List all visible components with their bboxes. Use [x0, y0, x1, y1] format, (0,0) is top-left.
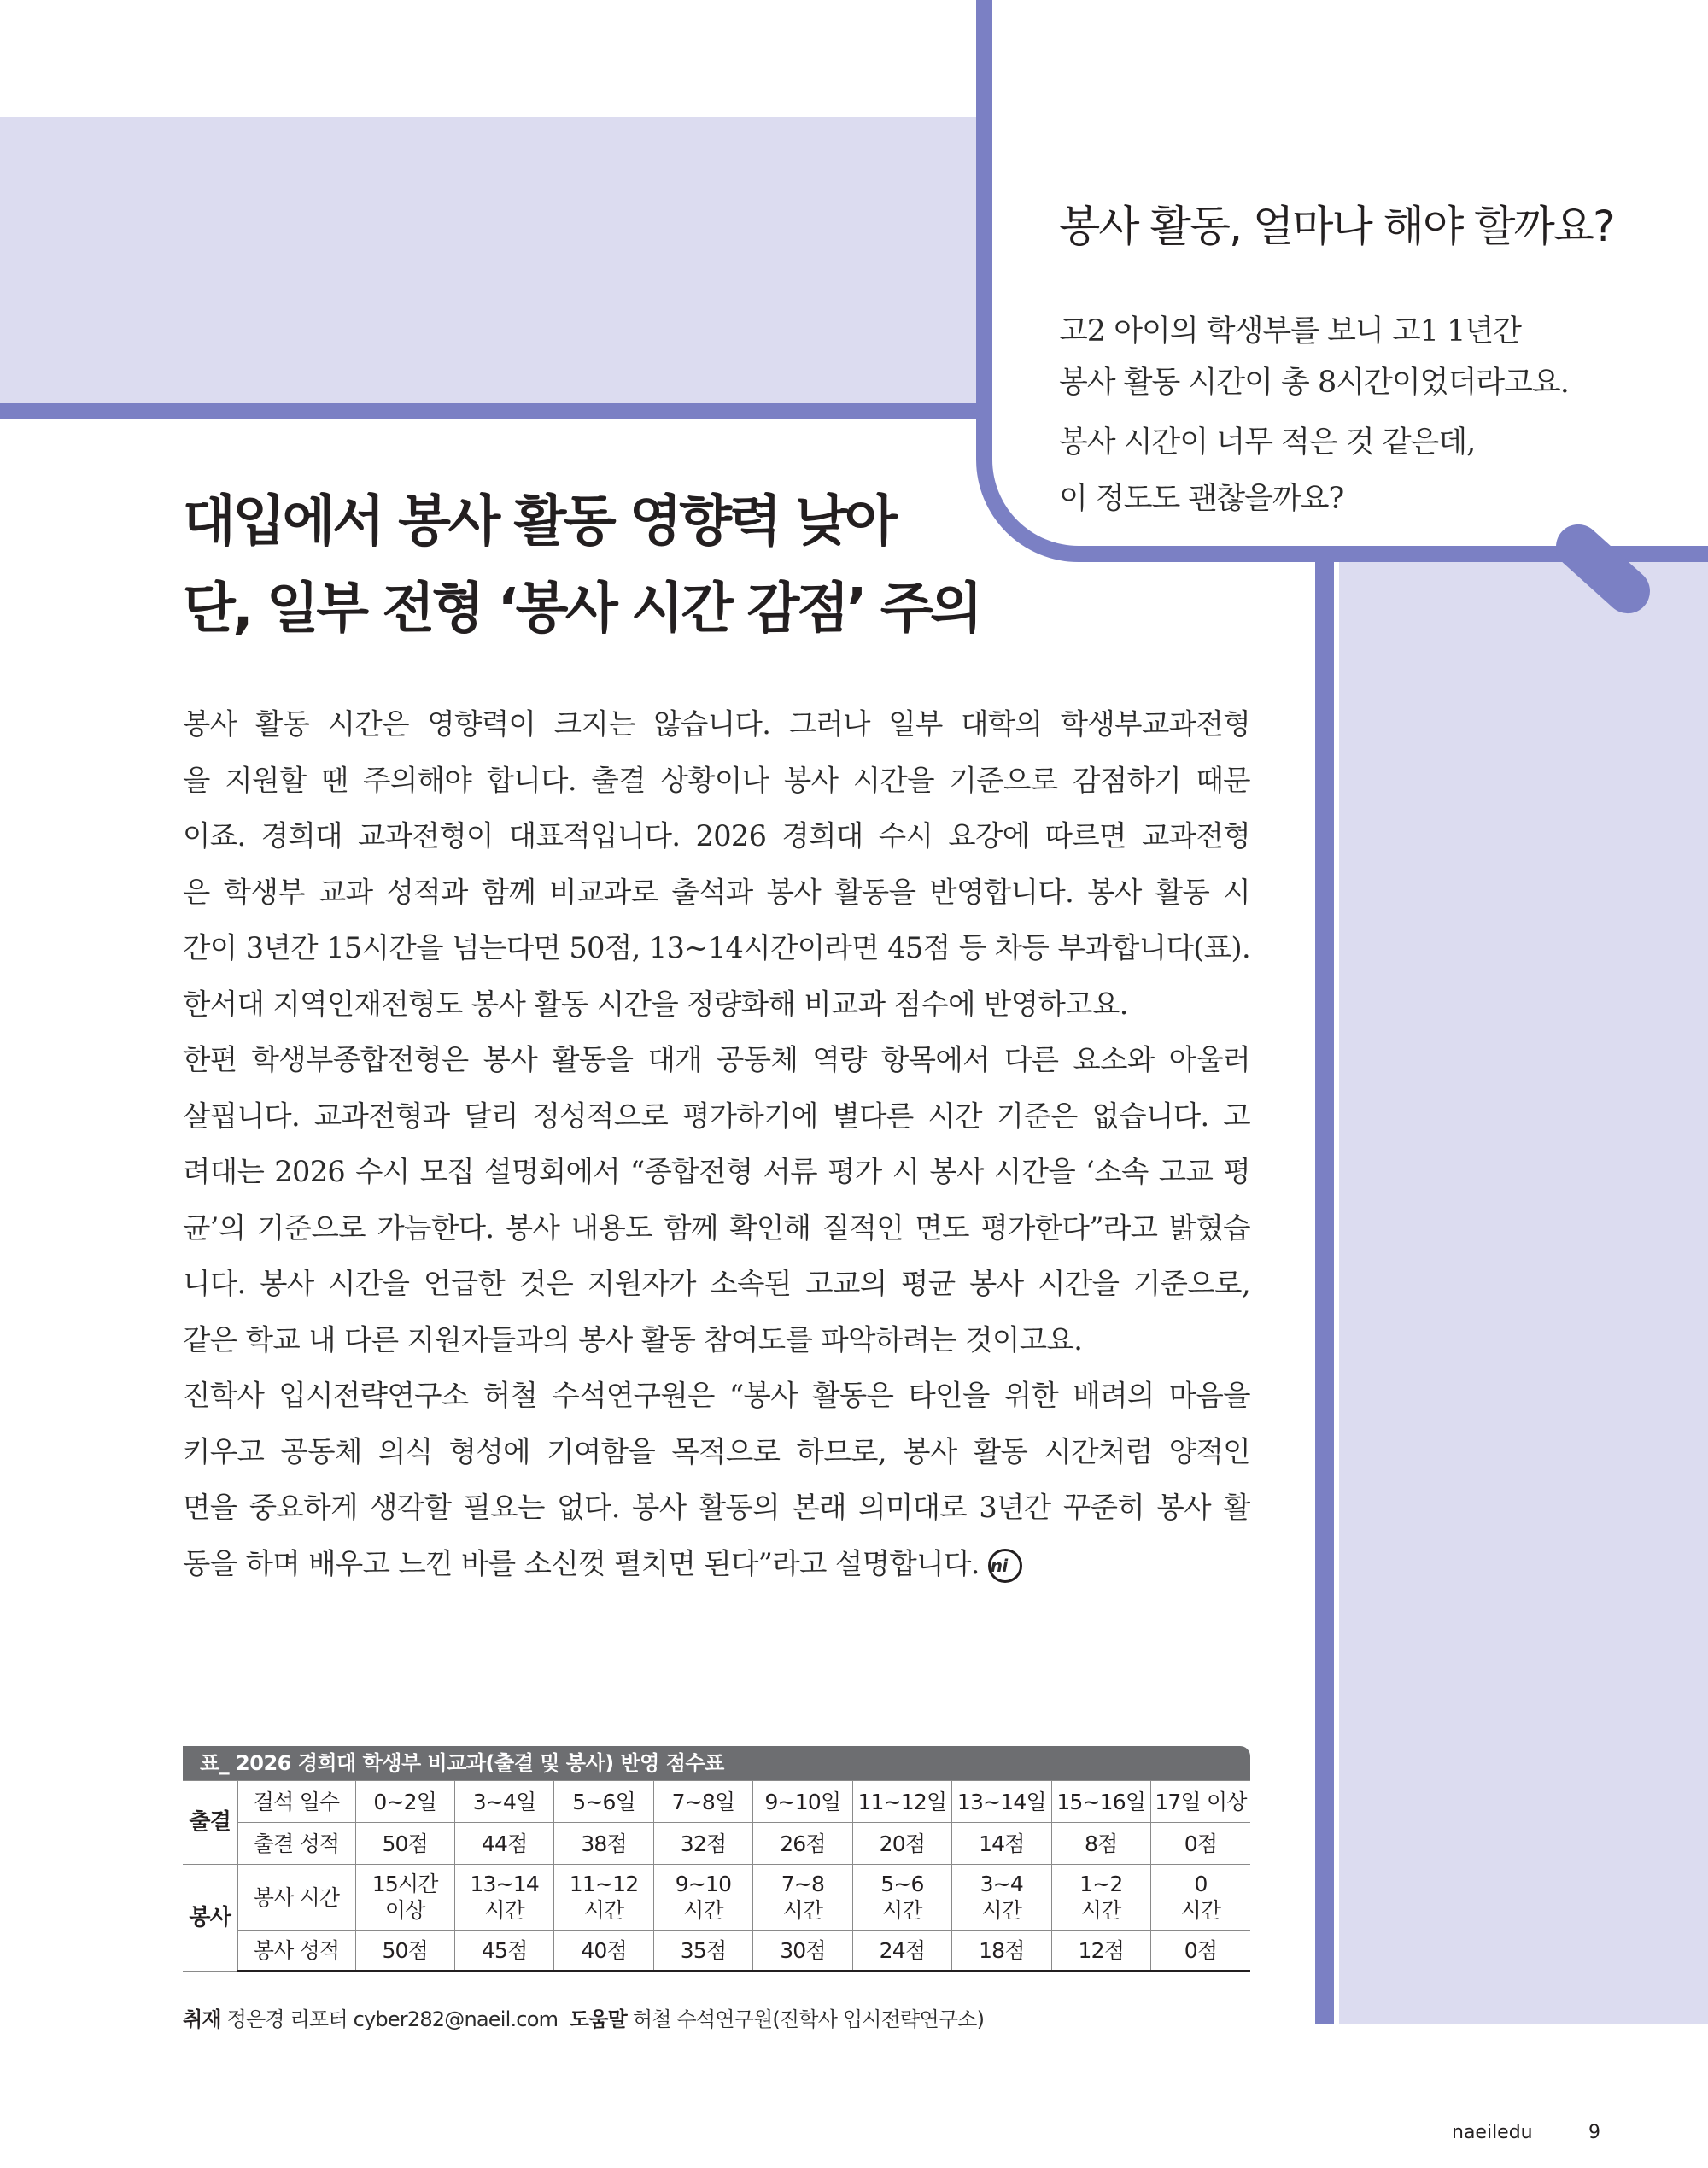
row-label: 봉사 성적 — [237, 1931, 355, 1972]
table-cell: 0~2일 — [355, 1781, 454, 1823]
cell-line: 3~4 — [980, 1872, 1024, 1896]
body-line: 려대는 2026 수시 모집 설명회에서 “종합전형 서류 평가 시 봉사 시간을 ‘소속 고교 평 — [183, 1155, 1250, 1188]
cell-line: 시간 — [683, 1898, 723, 1923]
cell-line: 시간 — [1180, 1898, 1221, 1923]
body-line: 이죠. 경희대 교과전형이 대표적입니다. 2026 경희대 수시 요강에 따르면 교과전형 — [183, 819, 1250, 853]
table-cell: 8점 — [1051, 1823, 1150, 1865]
table-cell: 0점 — [1151, 1931, 1251, 1972]
decorative-line-vertical-right — [1315, 554, 1334, 2024]
table-cell: 15~16일 — [1051, 1781, 1150, 1823]
body-line: 니다. 봉사 시간을 언급한 것은 지원자가 소속된 고교의 평균 봉사 시간을 기준으로, — [183, 1267, 1250, 1300]
table-cell: 30점 — [753, 1931, 852, 1972]
credit-help-text: 허철 수석연구원(진학사 입시전략연구소) — [632, 2007, 985, 2031]
table-cell: 12점 — [1051, 1931, 1150, 1972]
row-label: 출결 성적 — [237, 1823, 355, 1865]
credit-help-label: 도움말 — [569, 2007, 627, 2031]
table-cell: 14점 — [952, 1823, 1051, 1865]
table-cell — [1051, 1865, 1150, 1931]
table-cell: 45점 — [454, 1931, 553, 1972]
row-label: 봉사 시간 — [237, 1865, 355, 1931]
body-line: 균’의 기준으로 가늠한다. 봉사 내용도 함께 확인해 질적인 면도 평가한다”라고 밝혔습 — [183, 1210, 1250, 1245]
table-cell: 7~8일 — [653, 1781, 752, 1823]
table-title: 표_ 2026 경희대 학생부 비교과(출결 및 봉사) 반영 점수표 — [183, 1746, 1250, 1780]
table-cell: 13~14일 — [952, 1781, 1051, 1823]
question-line: 봉사 시간이 너무 적은 것 같은데, — [1059, 425, 1476, 460]
table-cell — [753, 1865, 852, 1931]
table-row — [183, 1865, 1250, 1931]
question-line: 봉사 활동 시간이 총 8시간이었더라고요. — [1059, 366, 1569, 400]
cell-line: 시간 — [782, 1898, 823, 1923]
table-cell: 3~4일 — [454, 1781, 553, 1823]
decorative-panel-left — [0, 117, 979, 411]
body-line: 진학사 입시전략연구소 허철 수석연구원은 “봉사 활동은 타인을 위한 배려의 마음을 — [183, 1379, 1250, 1412]
group-volunteer: 봉사 — [183, 1865, 237, 1972]
table-row — [183, 1931, 1250, 1972]
headline-line-1: 대입에서 봉사 활동 영향력 낮아 — [183, 490, 895, 554]
cell-line: 5~6 — [880, 1872, 924, 1896]
score-table — [183, 1780, 1250, 1972]
table-cell: 38점 — [554, 1823, 653, 1865]
body-line: 간이 3년간 15시간을 넘는다면 50점, 13~14시간이라면 45점 등 차등 부과합니다(표). — [183, 931, 1250, 964]
table-cell: 20점 — [852, 1823, 951, 1865]
body-line: 살핍니다. 교과전형과 달리 정성적으로 평가하기에 별다른 시간 기준은 없습니다. 고 — [183, 1099, 1250, 1133]
cell-line: 시간 — [484, 1898, 524, 1923]
table-cell — [355, 1865, 454, 1931]
credit-line — [183, 2002, 984, 2032]
ni-end-mark-icon: ni — [988, 1549, 1022, 1583]
cell-line: 시간 — [1080, 1898, 1121, 1923]
table-cell: 24점 — [852, 1931, 951, 1972]
body-line: 같은 학교 내 다른 지원자들과의 봉사 활동 참여도를 파악하려는 것이고요. — [183, 1322, 1083, 1356]
credit-interview-text: 정은경 리포터 cyber282@naeil.com — [226, 2007, 559, 2031]
cell-line: 9~10 — [675, 1872, 732, 1896]
decorative-panel-right — [1339, 562, 1708, 2024]
table-cell — [852, 1865, 951, 1931]
cell-line: 시간 — [882, 1898, 922, 1923]
body-line: 봉사 활동 시간은 영향력이 크지는 않습니다. 그러나 일부 대학의 학생부교과전형 — [183, 707, 1250, 741]
article-body — [183, 696, 1250, 1591]
question-title: 봉사 활동, 얼마나 해야 할까요? — [1059, 202, 1614, 251]
cell-line: 15시간 — [371, 1872, 438, 1896]
table-cell: 50점 — [355, 1823, 454, 1865]
cell-line: 13~14 — [470, 1872, 539, 1896]
cell-line: 시간 — [981, 1898, 1022, 1923]
question-line: 고2 아이의 학생부를 보니 고1 1년간 — [1059, 314, 1521, 349]
cell-line: 0 — [1194, 1872, 1208, 1896]
cell-line: 시간 — [583, 1898, 624, 1923]
body-line: 한서대 지역인재전형도 봉사 활동 시간을 정량화해 비교과 점수에 반영하고요. — [183, 987, 1128, 1021]
table-cell: 35점 — [653, 1931, 752, 1972]
body-line-text: 동을 하며 배우고 느낀 바를 소신껏 펼치면 된다”라고 설명합니다. — [183, 1546, 980, 1580]
table-cell: 11~12일 — [852, 1781, 951, 1823]
table-cell: 26점 — [753, 1823, 852, 1865]
table-cell — [454, 1865, 553, 1931]
question-line: 이 정도도 괜찮을까요? — [1059, 482, 1344, 516]
body-line: 한편 학생부종합전형은 봉사 활동을 대개 공동체 역량 항목에서 다른 요소와 아울러 — [183, 1043, 1250, 1076]
group-attendance: 출결 — [183, 1781, 237, 1865]
body-line: 을 지원할 땐 주의해야 합니다. 출결 상황이나 봉사 시간을 기준으로 감점하기 때문 — [183, 763, 1250, 797]
table-cell: 44점 — [454, 1823, 553, 1865]
footer-publication: naeiledu — [1452, 2122, 1533, 2143]
decorative-line-top — [0, 403, 979, 419]
table-cell: 9~10일 — [753, 1781, 852, 1823]
table-cell: 17일 이상 — [1151, 1781, 1251, 1823]
table-cell: 5~6일 — [554, 1781, 653, 1823]
table-cell: 32점 — [653, 1823, 752, 1865]
cell-line: 1~2 — [1079, 1872, 1123, 1896]
body-line: 면을 중요하게 생각할 필요는 없다. 봉사 활동의 본래 의미대로 3년간 꾸준히 봉사 활 — [183, 1491, 1250, 1524]
credit-interview-label: 취재 — [183, 2007, 221, 2031]
footer-page-number: 9 — [1588, 2122, 1600, 2143]
table-row — [183, 1823, 1250, 1865]
headline — [183, 478, 980, 653]
table-cell: 18점 — [952, 1931, 1051, 1972]
headline-line-2: 단, 일부 전형 ‘봉사 시간 감점’ 주의 — [183, 577, 980, 641]
table-cell: 50점 — [355, 1931, 454, 1972]
table-cell: 40점 — [554, 1931, 653, 1972]
table-row — [183, 1781, 1250, 1823]
table-cell — [1151, 1865, 1251, 1931]
body-line: 은 학생부 교과 성적과 함께 비교과로 출석과 봉사 활동을 반영합니다. 봉사 활동 시 — [183, 875, 1250, 909]
cell-line: 7~8 — [781, 1872, 825, 1896]
body-line: 키우고 공동체 의식 형성에 기여함을 목적으로 하므로, 봉사 활동 시간처럼 양적인 — [183, 1434, 1250, 1468]
table-cell — [952, 1865, 1051, 1931]
table-cell — [653, 1865, 752, 1931]
row-label: 결석 일수 — [237, 1781, 355, 1823]
body-line-last — [183, 1536, 1250, 1592]
table-cell: 0점 — [1151, 1823, 1251, 1865]
cell-line: 이상 — [384, 1898, 425, 1923]
table-cell — [554, 1865, 653, 1931]
cell-line: 11~12 — [569, 1872, 639, 1896]
